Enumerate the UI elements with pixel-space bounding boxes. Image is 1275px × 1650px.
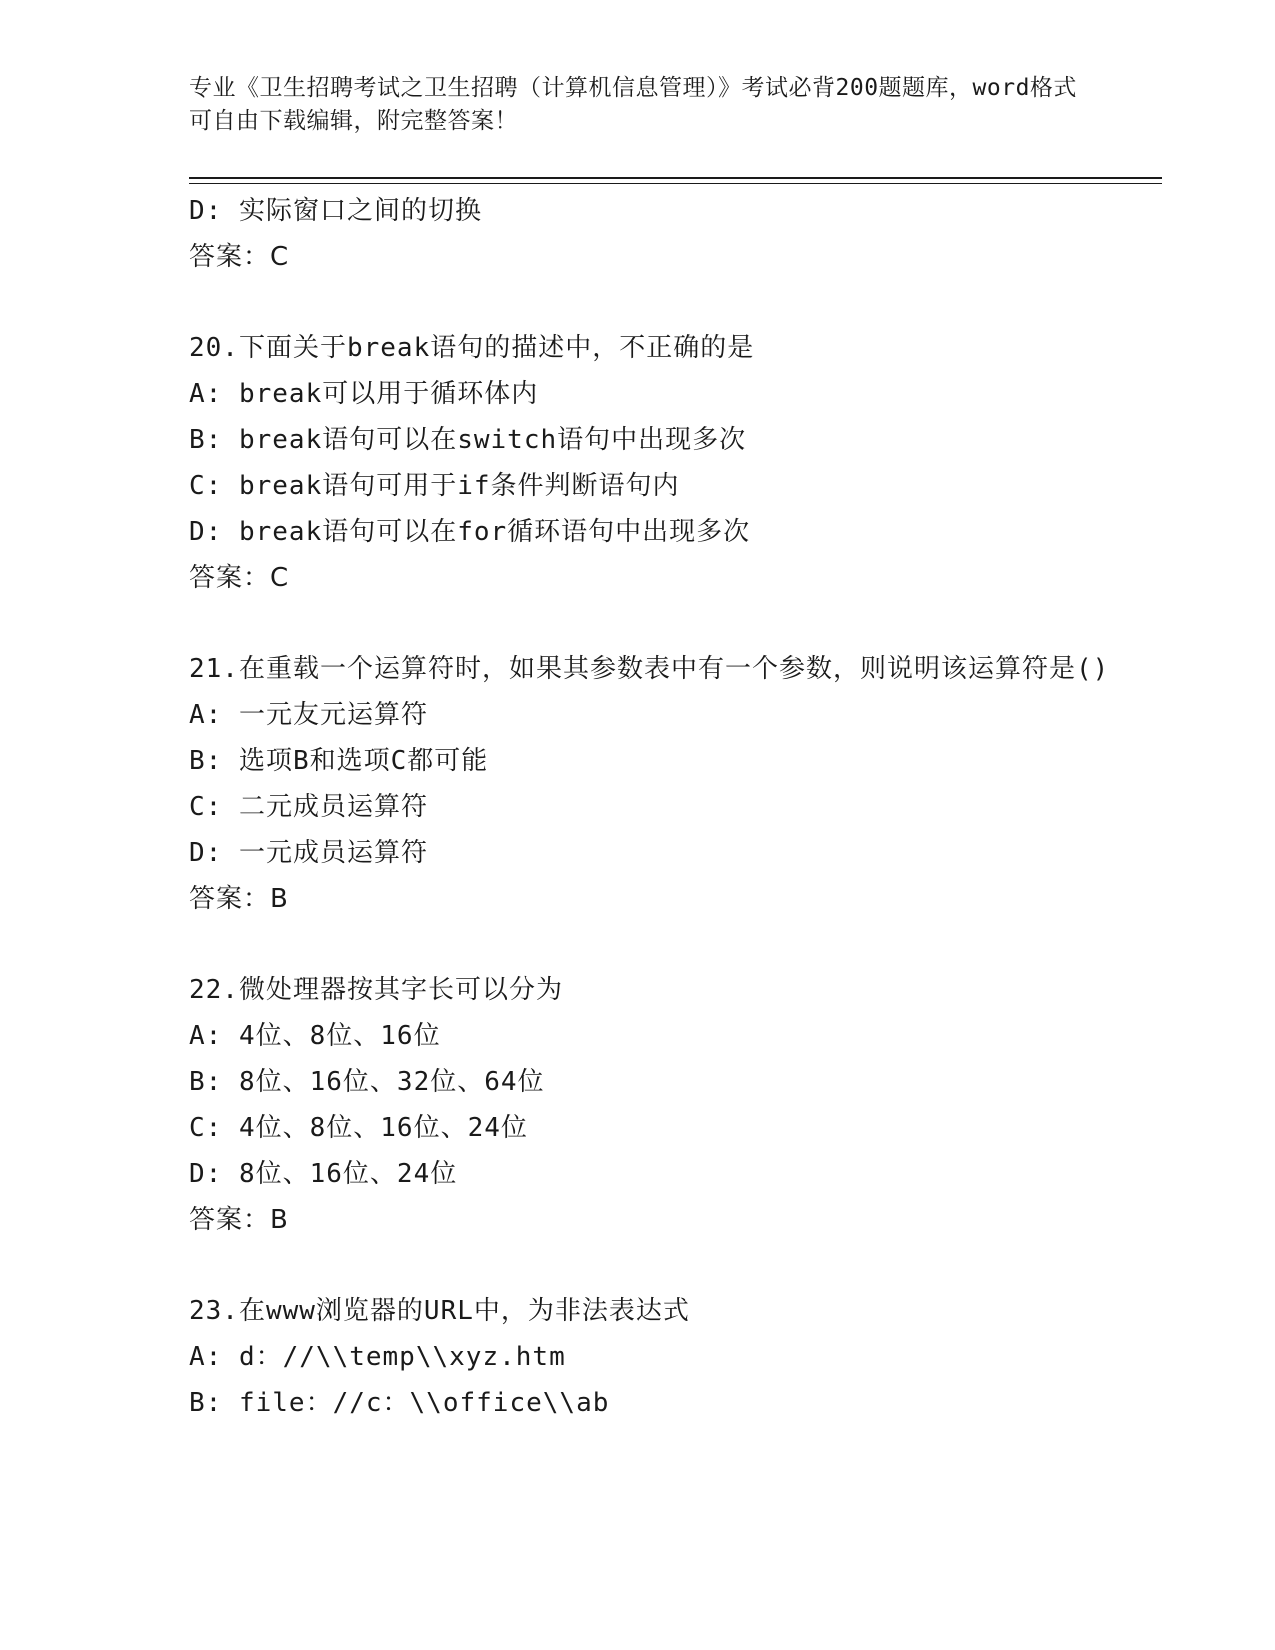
prev-option-d: D: 实际窗口之间的切换 (189, 196, 482, 226)
question-title: 21.在重载一个运算符时，如果其参数表中有一个参数，则说明该运算符是() (189, 654, 1110, 684)
option-a: A: 4位、8位、16位 (189, 1021, 441, 1051)
spacer (189, 922, 1119, 967)
answer: 答案：B (189, 884, 289, 914)
question-21 (189, 646, 1119, 922)
question-title: 22.微处理器按其字长可以分为 (189, 975, 563, 1005)
question-title: 20.下面关于break语句的描述中，不正确的是 (189, 333, 755, 363)
spacer (189, 1243, 1119, 1288)
option-d: D: 一元成员运算符 (189, 838, 428, 868)
option-d: D: 8位、16位、24位 (189, 1159, 458, 1189)
question-title: 23.在www浏览器的URL中，为非法表达式 (189, 1296, 690, 1326)
option-c: C: 4位、8位、16位、24位 (189, 1113, 528, 1143)
option-a: A: d：//\\temp\\xyz.htm (189, 1342, 566, 1372)
option-a: A: 一元友元运算符 (189, 700, 428, 730)
option-b: B: 选项B和选项C都可能 (189, 746, 489, 776)
answer: 答案：B (189, 1205, 289, 1235)
option-c: C: break语句可用于if条件判断语句内 (189, 471, 680, 501)
document-body (189, 188, 1119, 1426)
spacer (189, 601, 1119, 646)
option-d: D: break语句可以在for循环语句中出现多次 (189, 517, 751, 547)
header-divider-bottom (189, 183, 1162, 184)
question-20 (189, 325, 1119, 601)
prev-answer: 答案：C (189, 242, 290, 272)
spacer (189, 280, 1119, 325)
option-b: B: file：//c：\\office\\ab (189, 1388, 610, 1418)
answer: 答案：C (189, 563, 290, 593)
question-22 (189, 967, 1119, 1243)
question-23 (189, 1288, 1119, 1426)
header-divider-top (189, 177, 1162, 179)
option-b: B: break语句可以在switch语句中出现多次 (189, 425, 747, 455)
option-b: B: 8位、16位、32位、64位 (189, 1067, 545, 1097)
document-header: 专业《卫生招聘考试之卫生招聘（计算机信息管理）》考试必背200题题库，word格式可自由下载编辑，附完整答案！ (189, 75, 1077, 134)
option-a: A: break可以用于循环体内 (189, 379, 539, 409)
option-c: C: 二元成员运算符 (189, 792, 428, 822)
